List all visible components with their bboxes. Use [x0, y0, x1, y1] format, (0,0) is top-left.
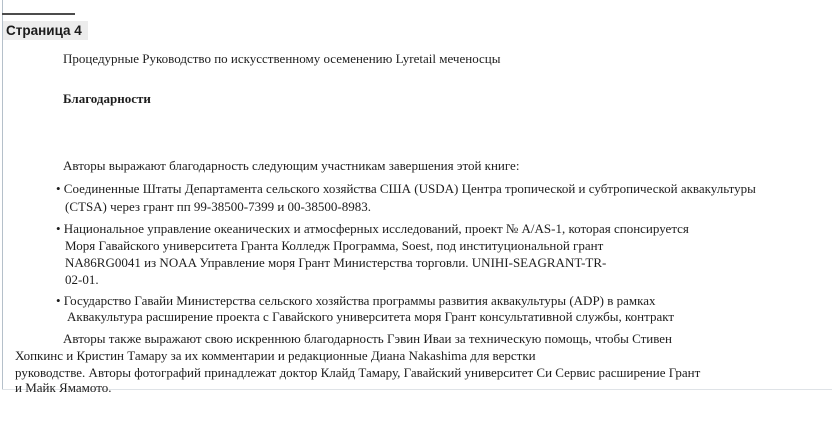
bullet-item-line: Аквакультура расширение проекта с Гавайского университета моря Грант консультативной службы, контракт	[67, 309, 675, 324]
closing-line: и Майк Ямамото.	[15, 380, 112, 395]
panel-bottom-border	[2, 389, 832, 390]
header-rule	[2, 13, 75, 15]
bullet-item-line: (CTSA) через грант пп 99-38500-7399 и 00-38500-8983.	[65, 199, 371, 214]
bullet-item-line: NA86RG0041 из NOAA Управление моря Грант Министерства торговли. UNIHI-SEAGRANT-TR-	[65, 255, 607, 270]
closing-line: руководстве. Авторы фотографий принадлежат доктор Клайд Тамару, Гавайский университет Си Сервис расширение Грант	[15, 365, 701, 380]
page-header-label: Страница 4	[3, 21, 88, 40]
intro-line: Авторы выражают благодарность следующим участникам завершения этой книге:	[63, 158, 520, 173]
bullet-item-line: Моря Гавайского университета Гранта Колледж Программа, Soest, под институциональной грант	[65, 238, 604, 253]
acknowledgements-heading: Благодарности	[63, 91, 151, 106]
panel-left-border	[2, 0, 3, 389]
bullet-item-line: • Соединенные Штаты Департамента сельского хозяйства США (USDA) Центра тропической и субтропической аквакультуры	[56, 181, 756, 196]
bullet-item-line: • Национальное управление океанических и атмосферных исследований, проект № A/AS-1, которая спонсируется	[56, 221, 689, 236]
bullet-item-line: 02-01.	[65, 272, 99, 287]
bullet-item-line: • Государство Гавайи Министерства сельского хозяйства программы развития аквакультуры (ADP) в рамках	[56, 293, 656, 308]
closing-line: Хопкинс и Кристин Тамару за их комментарии и редакционные Диана Nakashima для верстки	[15, 348, 536, 363]
doc-title-line: Процедурные Руководство по искусственному осеменению Lyretail меченосцы	[63, 51, 501, 66]
closing-line: Авторы также выражают свою искреннюю благодарность Гэвин Иваи за техническую помощь, чтобы Стивен	[63, 331, 673, 346]
